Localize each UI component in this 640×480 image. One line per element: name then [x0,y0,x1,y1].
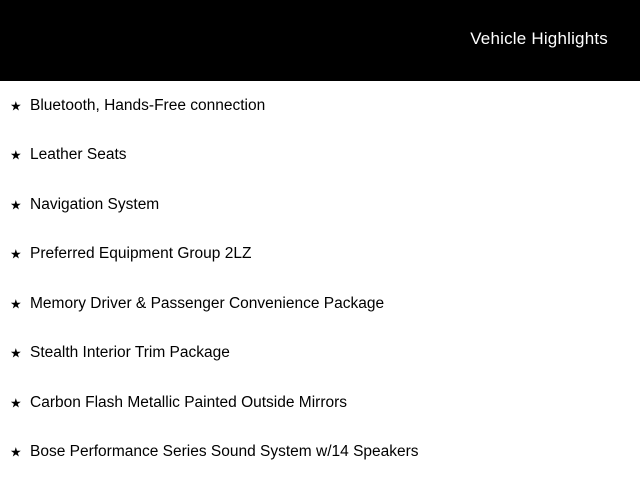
vehicle-highlights-list [0,81,640,477]
list-item [0,279,640,329]
list-item-label: Leather Seats [30,146,127,164]
list-item-label: Memory Driver & Passenger Convenience Package [30,294,385,312]
star-bullet-icon: ★ [10,444,22,460]
list-item [0,378,640,428]
list-item-label: Stealth Interior Trim Package [30,344,230,362]
list-item [0,131,640,181]
star-bullet-icon: ★ [10,395,22,411]
star-bullet-icon: ★ [10,197,22,213]
star-bullet-icon: ★ [10,246,22,262]
list-item [0,81,640,131]
star-bullet-icon: ★ [10,296,22,312]
list-item-label: Navigation System [30,195,160,213]
header-bar [0,0,640,81]
list-item [0,329,640,379]
list-item-label: Bluetooth, Hands-Free connection [30,96,266,114]
list-item-label: Bose Performance Series Sound System w/14 Speakers [30,443,419,461]
list-item [0,230,640,280]
list-item-label: Preferred Equipment Group 2LZ [30,245,252,263]
list-item-label: Carbon Flash Metallic Painted Outside Mirrors [30,393,348,411]
list-item [0,180,640,230]
star-bullet-icon: ★ [10,98,22,114]
list-item [0,428,640,478]
page-title: Vehicle Highlights [470,29,608,48]
star-bullet-icon: ★ [10,147,22,163]
star-bullet-icon: ★ [10,345,22,361]
